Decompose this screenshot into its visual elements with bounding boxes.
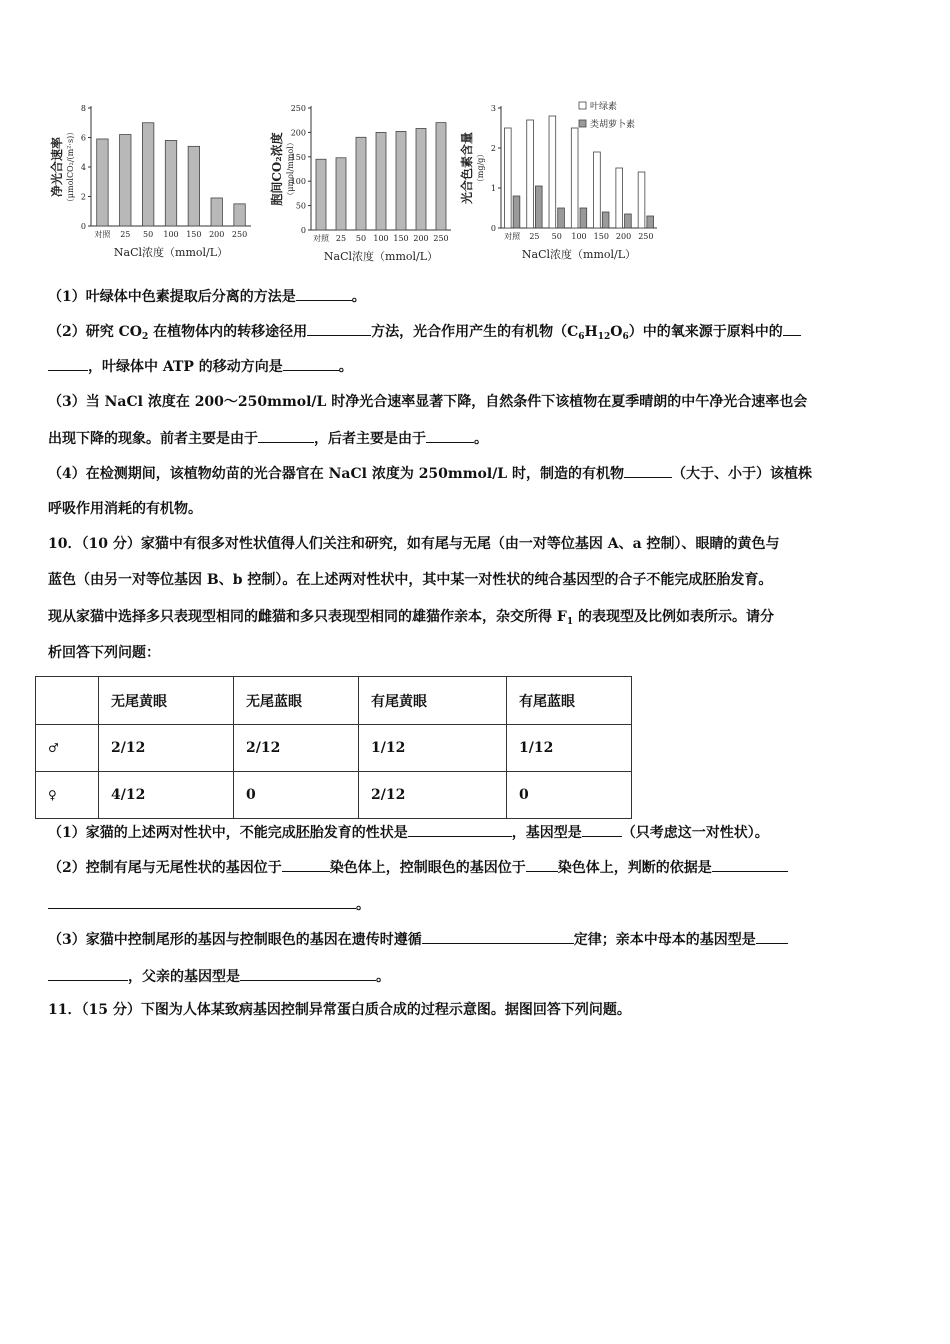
x-tick-label: 50 xyxy=(355,234,367,243)
bar xyxy=(396,131,406,230)
table-header-cell: 无尾黄眼 xyxy=(99,677,234,725)
q10-stem-line2: 蓝色（由另一对等位基因 B、b 控制）。在上述两对性状中，其中某一对性状的纯合基因型的合子不能完成胚胎发育。 xyxy=(48,572,773,588)
table-cell-sex: ♀ xyxy=(36,772,99,819)
legend-label: 叶绿素 xyxy=(590,102,618,112)
answer-blank[interactable] xyxy=(582,822,622,837)
y-axis-unit: （μmol/mmol） xyxy=(286,138,295,200)
answer-blank[interactable] xyxy=(756,929,788,944)
q10-sub3-line2: ，父亲的基因型是 。 xyxy=(48,966,390,987)
table-header-cell: 有尾黄眼 xyxy=(359,677,507,725)
bar xyxy=(234,204,245,226)
y-axis-label: 胞间CO₂浓度 xyxy=(270,132,284,206)
bar xyxy=(165,140,176,226)
x-tick-label: 50 xyxy=(143,230,154,239)
x-tick-label: 对照 xyxy=(504,232,521,241)
y-tick-label: 2 xyxy=(80,192,86,202)
y-axis-label: 净光合速率 xyxy=(50,136,64,198)
answer-blank[interactable] xyxy=(408,822,512,837)
y-tick-label: 4 xyxy=(80,163,86,172)
table-header-row xyxy=(36,677,632,725)
q11-stem: 11．（15 分）下图为人体某致病基因控制异常蛋白质合成的过程示意图。据图回答下列问题。 xyxy=(48,1002,631,1018)
q9-sub4-line1: （4）在检测期间，该植物幼苗的光合器官在 NaCl 浓度为 250mmol/L 时，制造的有机物 （大于、小于）该植株 xyxy=(48,463,812,484)
q10-sub2-line1: （2）控制有尾与无尾性状的基因位于 染色体上，控制眼色的基因位于 染色体上，判断的依据是 xyxy=(48,857,788,878)
bar xyxy=(527,120,534,228)
table-cell: 2/12 xyxy=(234,725,359,772)
q9-sub4-line2: 呼吸作用消耗的有机物。 xyxy=(48,501,202,517)
chart-net-photosynthesis xyxy=(45,100,255,270)
answer-blank[interactable] xyxy=(296,286,352,301)
bar xyxy=(356,137,366,230)
x-tick-label: 150 xyxy=(393,234,409,243)
bar xyxy=(571,128,578,228)
y-tick-label: 250 xyxy=(290,104,306,113)
bar xyxy=(647,216,654,228)
x-tick-label: 100 xyxy=(571,232,587,241)
y-tick-label: 1 xyxy=(490,184,496,193)
y-tick-label: 6 xyxy=(80,133,86,143)
answer-blank[interactable] xyxy=(240,966,376,981)
y-axis-unit: （mg/g） xyxy=(476,149,485,187)
y-axis-label: 光合色素含量 xyxy=(460,131,474,205)
y-tick-label: 3 xyxy=(490,104,496,113)
answer-blank[interactable] xyxy=(258,428,314,443)
bar xyxy=(549,116,556,228)
q10-sub3-line1: （3）家猫中控制尾形的基因与控制眼色的基因在遗传时遵循 定律；亲本中母本的基因型是 xyxy=(48,929,788,950)
bar xyxy=(142,123,153,226)
y-axis-unit: （μmolCO₂/(m²·s)） xyxy=(66,127,75,207)
q9-sub2-line2: ，叶绿体中 ATP 的移动方向是 。 xyxy=(48,356,353,377)
table-cell: 0 xyxy=(234,772,359,819)
bar xyxy=(638,172,645,228)
table-header-cell xyxy=(36,677,99,725)
q9-sub1: （1）叶绿体中色素提取后分离的方法是 。 xyxy=(48,286,366,307)
phenotype-table xyxy=(35,676,632,819)
bar xyxy=(188,146,199,226)
bar xyxy=(513,196,520,228)
q10-stem-line3: 现从家猫中选择多只表现型相同的雌猫和多只表现型相同的雄猫作亲本，杂交所得 $F_1$ 的表现型及比例如表所示。请分 xyxy=(48,609,774,627)
legend-swatch xyxy=(579,102,586,109)
x-tick-label: 200 xyxy=(209,230,225,239)
q9-sub2-line1: （2）研究 $CO_2$ 在植物体内的转移途径用 方法，光合作用产生的有机物$(C_6H_{12}O_6)$中的氧来源于原料中的 xyxy=(48,321,801,342)
x-tick-label: 对照 xyxy=(313,234,329,243)
table-cell: 2/12 xyxy=(99,725,234,772)
bar xyxy=(316,159,326,230)
y-tick-label: 0 xyxy=(300,226,306,235)
y-tick-label: 150 xyxy=(290,152,306,162)
y-tick-label: 50 xyxy=(295,201,306,211)
y-tick-label: 2 xyxy=(490,144,496,153)
bar xyxy=(580,208,587,228)
x-tick-label: 50 xyxy=(551,232,562,241)
table-header-cell: 无尾蓝眼 xyxy=(234,677,359,725)
bar xyxy=(416,128,426,230)
answer-blank[interactable] xyxy=(426,428,474,443)
bar xyxy=(602,212,609,228)
bar xyxy=(436,123,446,230)
q10-stem-line4: 析回答下列问题： xyxy=(48,645,160,661)
bar xyxy=(336,158,346,230)
answer-blank[interactable] xyxy=(48,966,128,981)
y-tick-label: 8 xyxy=(80,104,86,113)
table-row xyxy=(36,772,632,819)
bar xyxy=(211,198,222,226)
answer-blank[interactable] xyxy=(307,321,371,336)
bar xyxy=(376,132,386,230)
x-tick-label: 150 xyxy=(593,232,609,241)
y-tick-label: 0 xyxy=(80,222,86,231)
x-tick-label: 150 xyxy=(186,230,202,239)
bar xyxy=(535,186,542,228)
bar xyxy=(594,152,601,228)
x-tick-label: 250 xyxy=(433,234,449,243)
x-tick-label: 200 xyxy=(615,232,632,241)
table-header-cell: 有尾蓝眼 xyxy=(507,677,632,725)
q10-stem-line1: 10．（10 分）家猫中有很多对性状值得人们关注和研究，如有尾与无尾（由一对等位基因 A、a 控制）、眼睛的黄色与 xyxy=(48,536,780,552)
bar xyxy=(97,139,108,226)
x-tick-label: 25 xyxy=(529,232,540,241)
q10-sub1: （1）家猫的上述两对性状中，不能完成胚胎发育的性状是 ，基因型是 （只考虑这一对性状）。 xyxy=(48,822,769,843)
table-cell: 4/12 xyxy=(99,772,234,819)
q9-sub3-line1: （3）当 NaCl 浓度在 200～250mmol/L 时净光合速率显著下降，自然条件下该植物在夏季晴朗的中午净光合速率也会 xyxy=(48,394,808,410)
answer-blank[interactable] xyxy=(283,356,339,371)
answer-blank[interactable] xyxy=(712,857,788,872)
table-cell: 2/12 xyxy=(359,772,507,819)
answer-blank[interactable] xyxy=(526,857,558,872)
x-axis-label: NaCl浓度（mmol/L） xyxy=(521,248,637,261)
x-tick-label: 200 xyxy=(413,234,429,243)
x-tick-label: 25 xyxy=(120,230,131,239)
legend-swatch xyxy=(579,120,586,127)
y-tick-label: 0 xyxy=(490,224,496,233)
x-tick-label: 对照 xyxy=(94,230,111,239)
x-tick-label: 25 xyxy=(335,234,347,243)
x-axis-label: NaCl浓度（mmol/L） xyxy=(323,250,439,263)
answer-blank[interactable] xyxy=(783,321,801,336)
table-cell: 1/12 xyxy=(507,725,632,772)
x-tick-label: 250 xyxy=(231,230,248,239)
answer-blank[interactable] xyxy=(624,463,672,478)
table-cell: 1/12 xyxy=(359,725,507,772)
x-axis-label: NaCl浓度（mmol/L） xyxy=(113,246,229,259)
table-cell-sex: ♂ xyxy=(36,725,99,772)
y-tick-label: 100 xyxy=(290,177,306,187)
x-tick-label: 100 xyxy=(373,234,389,243)
x-tick-label: 100 xyxy=(163,230,179,239)
y-tick-label: 200 xyxy=(290,128,306,138)
answer-blank[interactable] xyxy=(422,929,574,944)
x-tick-label: 250 xyxy=(638,232,654,241)
chart-intercellular-co2 xyxy=(257,100,467,270)
chart-pigment-content xyxy=(460,100,685,270)
q10-sub2-line2: 。 xyxy=(48,894,370,915)
table-cell: 0 xyxy=(507,772,632,819)
answer-blank[interactable] xyxy=(48,356,88,371)
bar xyxy=(558,208,565,228)
bar xyxy=(625,214,632,228)
figure-charts xyxy=(45,100,685,270)
bar xyxy=(616,168,623,228)
bar xyxy=(120,135,131,226)
answer-blank[interactable] xyxy=(48,894,356,909)
legend-label: 类胡萝卜素 xyxy=(590,120,636,130)
answer-blank[interactable] xyxy=(282,857,330,872)
q9-sub3-line2: 出现下降的现象。前者主要是由于 ，后者主要是由于 。 xyxy=(48,428,488,449)
bar xyxy=(504,128,511,228)
table-row xyxy=(36,725,632,772)
